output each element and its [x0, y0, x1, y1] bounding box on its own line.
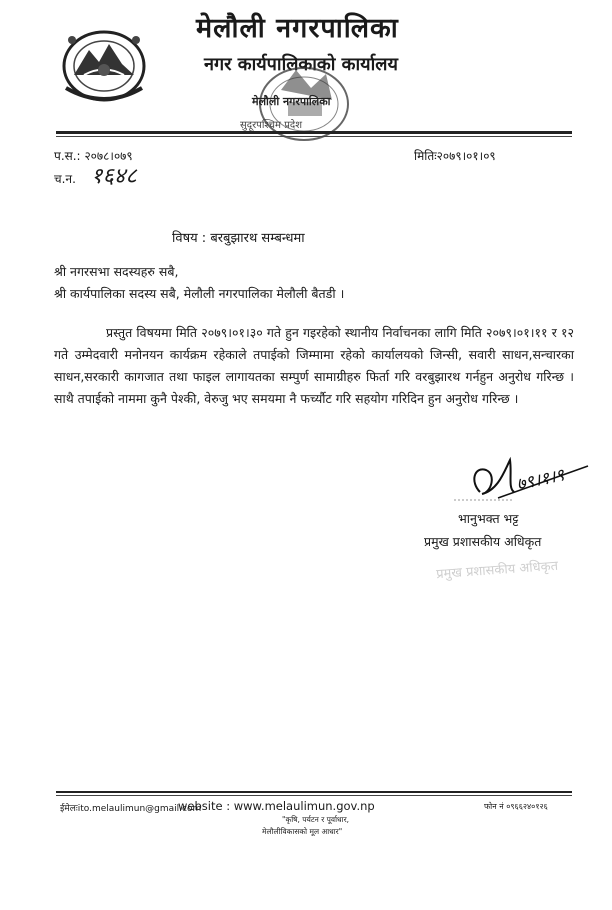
footer-slogan: मेलौलीविकासको मूल आधार": [262, 827, 343, 836]
ps-label: प.स.:: [54, 149, 81, 163]
footer-divider-thin: [56, 795, 572, 796]
signature-scrawl: [452, 452, 592, 512]
office-subtitle: नगर कार्यपालिकाको कार्यालय: [204, 54, 398, 75]
stamp-text: मेलौली नगरपालिका: [252, 95, 331, 108]
phone-label: फोन नं: [484, 802, 504, 811]
addressee-line: श्री कार्यपालिका सदस्य सबै, मेलौली नगरपालिका मेलौली बैतडी ।: [54, 286, 345, 301]
letter-date: [414, 147, 496, 164]
date-label: मितिः: [414, 149, 437, 163]
phone-number: ०९६६२४०१२६: [506, 802, 548, 811]
footer-phone: [484, 801, 548, 812]
signature-date: ७९।१।९: [514, 465, 567, 495]
subject-label: विषय :: [172, 231, 207, 246]
subject-text: बरबुझारथ सम्बन्धमा: [210, 231, 305, 246]
date-value: २०७९।०१।०९: [436, 149, 496, 163]
footer-website: [178, 799, 375, 813]
signatory-title: प्रमुख प्रशासकीय अधिकृत: [424, 534, 542, 549]
dispatch-label: च.न.: [54, 172, 76, 186]
footer-divider: [56, 791, 572, 793]
email-label: ईमेलः: [60, 804, 78, 814]
letter-body: प्रस्तुत विषयमा मिति २०७९।०१।३० गते हुन गइरहेको स्थानीय निर्वाचनका लागि मिति २०७९।०१।११ र १२ गते उम्मेदवारी मनोनयन कार्यक्रम रहेकाले तपाईको जिम्मामा रहेको कार्यालयको जिन्सी, सवारी साधन,सन्चारका साधन,सरकारी कागजात तथा फाइल लागायतका सम्पुर्ण सामाग्रीहरु फिर्ता गरि वरबुझारथ गर्नहुन अनुरोध गरिन्छ ।साथै तपाईको नाममा कुनै पेश्की, वेरुजु भए समयमा नै फर्च्यौट गरि सहयोग गरिदिन हुन अनुरोध गरिन्छ ।: [54, 325, 574, 406]
ps-value: २०७८।०७९: [84, 149, 133, 163]
subject-line: [172, 228, 305, 246]
website-label: website :: [178, 799, 231, 813]
dispatch-number: १६४८: [91, 164, 137, 189]
signatory-name: भानुभक्त भट्ट: [458, 511, 519, 526]
nepal-emblem-icon: [54, 20, 154, 110]
email-address: ito.melaulimun@gmail.com: [77, 804, 202, 814]
signatory-title-bleed: प्रमुख प्रशासकीय अधिकृत: [435, 558, 559, 583]
addressee-line: श्री नगरसभा सदस्यहरु सबै,: [54, 264, 179, 279]
footer-slogan: "कृषि, पर्यटन र पूर्वाधार,: [282, 815, 350, 824]
website-url: www.melaulimun.gov.np: [233, 799, 375, 813]
office-title: मेलौली नगरपालिका: [196, 13, 399, 44]
header-divider: [56, 131, 572, 134]
header-divider-thin: [56, 136, 572, 137]
stamp-subtext: सुदूरपश्चिम प्रदेश: [240, 120, 302, 131]
